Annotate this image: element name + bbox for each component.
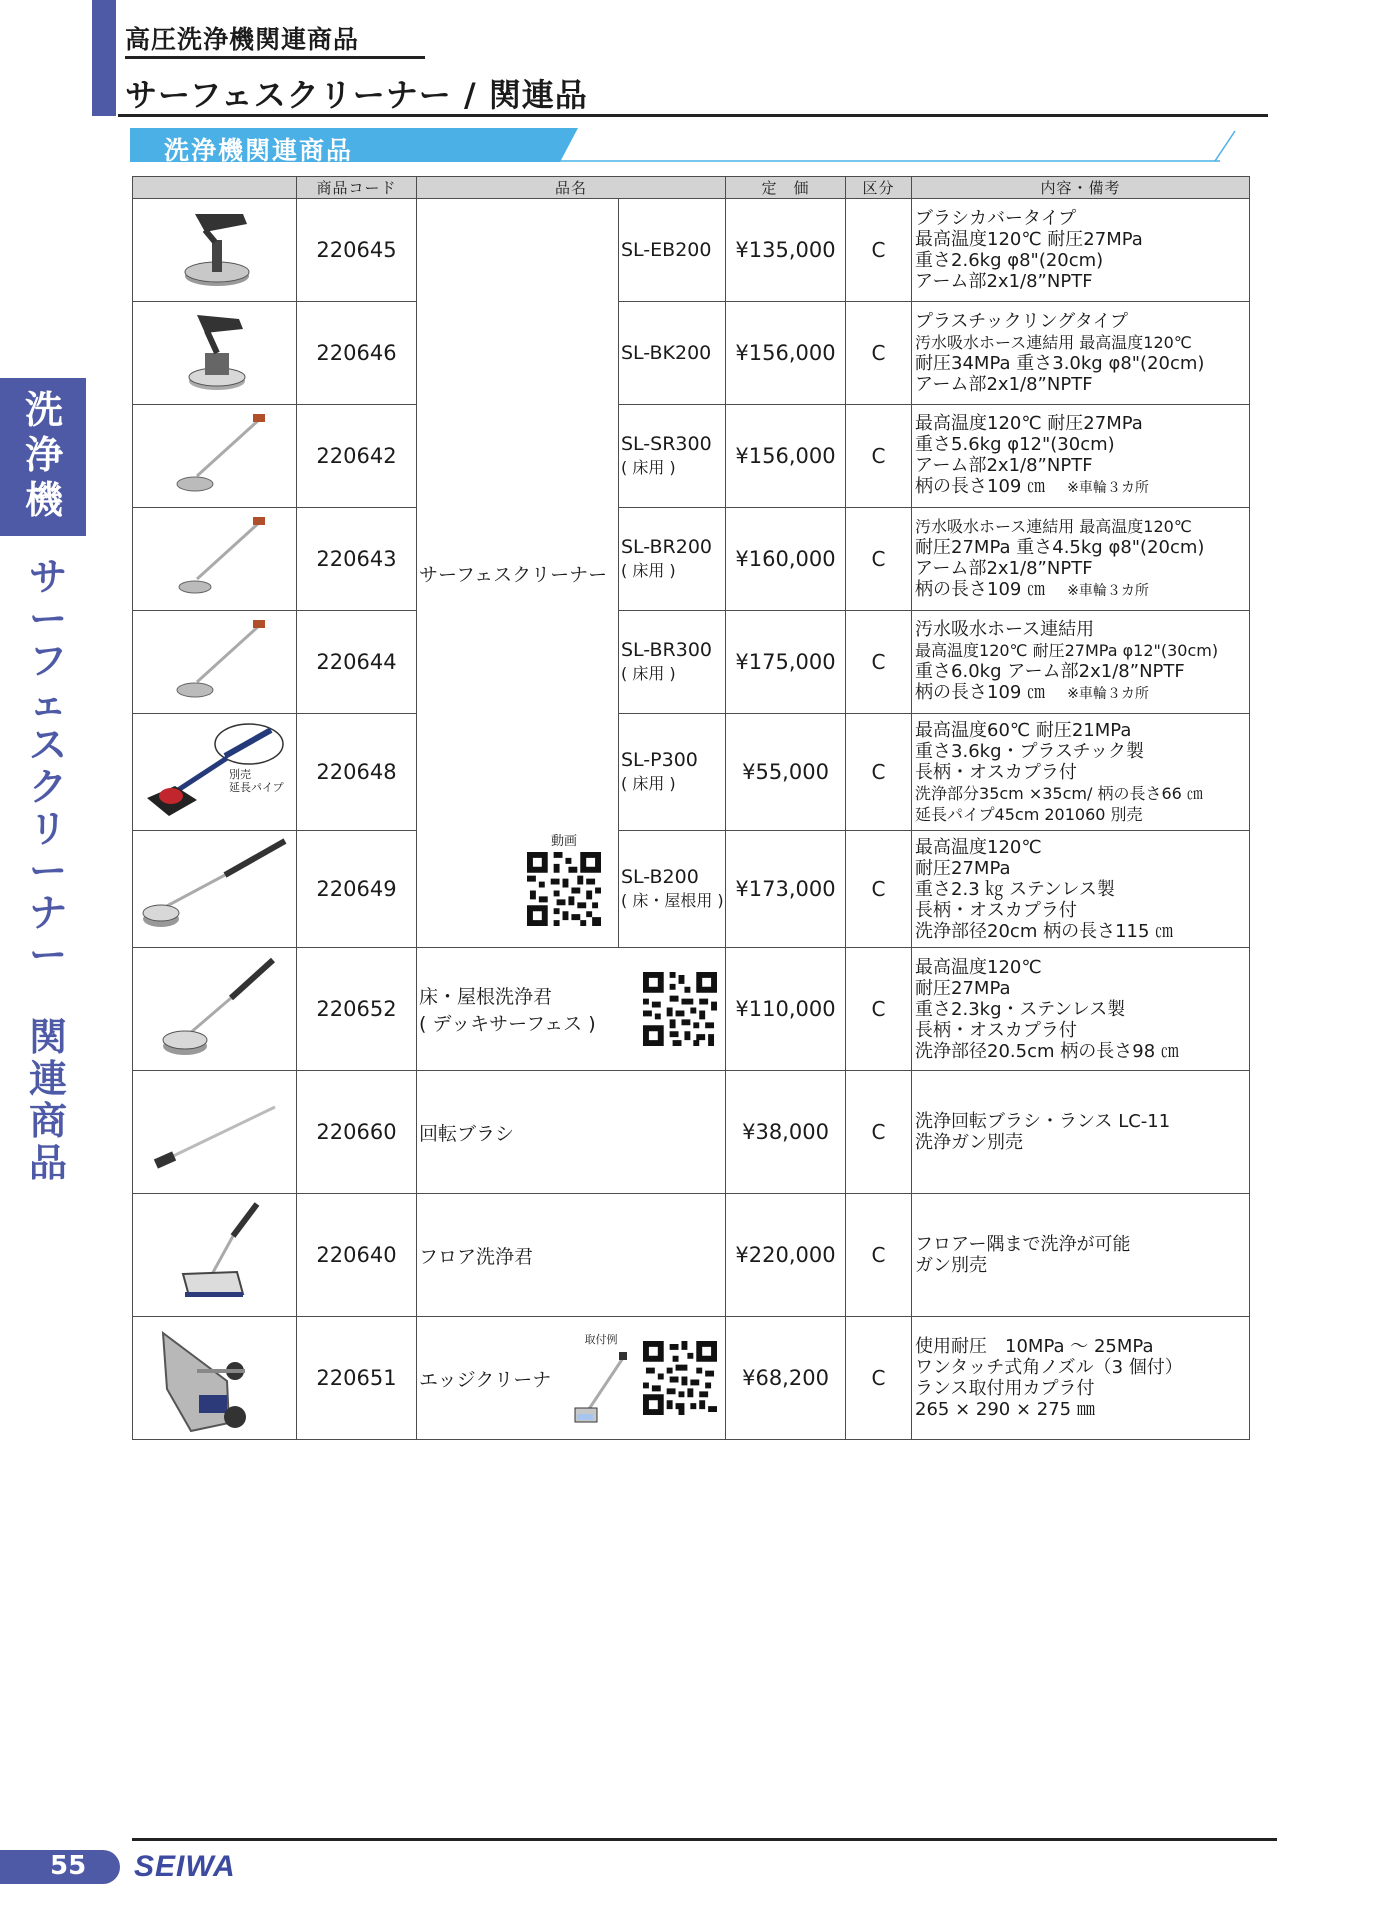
- note-line: 洗浄ガン別売: [915, 1132, 1024, 1153]
- product-price: ¥173,000: [726, 831, 846, 948]
- product-kubun: C: [846, 714, 912, 831]
- qr-code-icon[interactable]: [527, 852, 601, 926]
- table-row: [133, 508, 1250, 611]
- product-model: SL-BR300: [621, 639, 712, 661]
- product-notes: [912, 1194, 1250, 1317]
- product-kubun: C: [846, 831, 912, 948]
- product-price: ¥175,000: [726, 611, 846, 714]
- product-code: 220651: [297, 1317, 417, 1440]
- surface-cleaner-image: [165, 202, 265, 294]
- header-cell-name: 品名: [417, 177, 726, 199]
- category-underline: [125, 56, 425, 59]
- note-line: 最高温度120℃: [915, 956, 1042, 978]
- product-name-cell: [417, 948, 726, 1071]
- section-label: 洗浄機関連商品: [164, 136, 354, 165]
- table-row: [133, 831, 1250, 948]
- stainless-surface-cleaner-image: [135, 833, 295, 941]
- product-image-cell: [133, 199, 297, 302]
- product-model-cell: [619, 405, 726, 508]
- product-code: 220644: [297, 611, 417, 714]
- table-row: [133, 1194, 1250, 1317]
- product-notes: [912, 199, 1250, 302]
- product-code: 220645: [297, 199, 417, 302]
- product-name: エッジクリーナ: [419, 1368, 552, 1391]
- product-image-cell: [133, 714, 297, 831]
- video-qr-block: [527, 830, 601, 930]
- product-name-sub: ( デッキサーフェス ): [419, 1013, 596, 1035]
- note-line: 柄の長さ109 ㎝: [915, 682, 1046, 703]
- note-line: アーム部2x1/8”NPTF: [915, 374, 1093, 395]
- product-kubun: C: [846, 405, 912, 508]
- side-vertical-text-2: 関連商品: [28, 1015, 67, 1185]
- note-line: 洗浄部分35cm ×35cm/ 柄の長さ66 ㎝: [915, 783, 1203, 803]
- mount-example-caption: 取付例: [584, 1332, 618, 1346]
- header-cell-price: 定 価: [726, 177, 846, 199]
- product-kubun: C: [846, 199, 912, 302]
- product-model: SL-BR200: [621, 536, 712, 558]
- product-price: ¥156,000: [726, 405, 846, 508]
- product-model-cell: [619, 611, 726, 714]
- product-code: 220652: [297, 948, 417, 1071]
- note-line: アーム部2x1/8”NPTF: [915, 558, 1093, 579]
- header-cell-code: 商品コード: [297, 177, 417, 199]
- product-price: ¥220,000: [726, 1194, 846, 1317]
- note-line: アーム部2x1/8”NPTF: [915, 455, 1093, 476]
- product-name: 回転ブラシ: [417, 1071, 726, 1194]
- note-line: 最高温度60℃ 耐圧21MPa: [915, 719, 1132, 741]
- wand-surface-cleaner-image: [155, 511, 275, 603]
- product-table: [132, 176, 1250, 1440]
- note-line: 耐圧27MPa: [915, 977, 1011, 999]
- note-line: 最高温度120℃: [915, 836, 1042, 858]
- table-row: [133, 1317, 1250, 1440]
- product-model: SL-B200: [621, 866, 699, 888]
- image-label: 別売: [229, 768, 251, 781]
- wand-surface-cleaner-image: [155, 614, 275, 706]
- product-model: SL-P300: [621, 749, 698, 771]
- product-image-cell: [133, 1194, 297, 1317]
- product-image-cell: [133, 405, 297, 508]
- surface-cleaner-image: [165, 305, 265, 397]
- product-group-name: サーフェスクリーナー: [419, 563, 608, 586]
- product-price: ¥156,000: [726, 302, 846, 405]
- product-model-usage: ( 床・屋根用 ): [621, 891, 724, 910]
- product-code: 220660: [297, 1071, 417, 1194]
- product-model: SL-SR300: [621, 433, 712, 455]
- note-line: 265 × 290 × 275 ㎜: [915, 1399, 1095, 1420]
- mount-example-image: [569, 1350, 633, 1426]
- note-line: 洗浄回転ブラシ・ランス LC-11: [915, 1111, 1171, 1132]
- header-cell-kubun: 区分: [846, 177, 912, 199]
- note-line: 最高温度120℃ 耐圧27MPa: [915, 229, 1143, 250]
- note-line: 重さ2.3kg・ステンレス製: [915, 998, 1126, 1020]
- note-line: 重さ2.6kg φ8"(20cm): [915, 250, 1104, 271]
- brand-logo: SEIWA: [134, 1850, 236, 1883]
- mount-example: [569, 1331, 633, 1426]
- table-header-row: [133, 177, 1250, 199]
- product-image-cell: [133, 508, 297, 611]
- note-line: アーム部2x1/8”NPTF: [915, 271, 1093, 292]
- product-code: 220648: [297, 714, 417, 831]
- note-line: 汚水吸水ホース連結用 最高温度120℃: [915, 517, 1192, 536]
- table-row: [133, 948, 1250, 1071]
- product-model: SL-BK200: [619, 302, 726, 405]
- product-notes: [912, 611, 1250, 714]
- product-model-usage: ( 床用 ): [621, 561, 676, 580]
- product-notes: [912, 1071, 1250, 1194]
- note-line: ブラシカバータイプ: [915, 208, 1077, 229]
- product-code: 220640: [297, 1194, 417, 1317]
- side-tab-label: 洗浄機: [24, 388, 63, 522]
- product-image-cell: [133, 611, 297, 714]
- note-line: 柄の長さ109 ㎝: [915, 579, 1046, 600]
- image-label: 延長パイプ: [229, 781, 284, 794]
- video-qr-caption: 動画: [550, 834, 577, 849]
- product-code: 220642: [297, 405, 417, 508]
- note-line: プラスチックリングタイプ: [915, 311, 1128, 332]
- page-number: 55: [50, 1851, 87, 1881]
- qr-code-icon[interactable]: [643, 1341, 717, 1415]
- product-model: SL-EB200: [619, 199, 726, 302]
- note-line: 耐圧27MPa 重さ4.5kg φ8"(20cm): [915, 537, 1205, 558]
- product-price: ¥68,200: [726, 1317, 846, 1440]
- product-image-cell: [133, 831, 297, 948]
- floor-cleaner-image: [145, 1196, 285, 1310]
- note-line: フロアー隅まで洗浄が可能: [915, 1234, 1131, 1255]
- rotary-brush-image: [145, 1073, 285, 1187]
- product-notes: [912, 714, 1250, 831]
- product-model-cell: [619, 831, 726, 948]
- product-notes: [912, 948, 1250, 1071]
- header-accent-bar: [92, 0, 116, 116]
- product-notes: [912, 508, 1250, 611]
- table-row: [133, 199, 1250, 302]
- note-mark: ※車輪３カ所: [1067, 686, 1149, 702]
- product-code: 220649: [297, 831, 417, 948]
- note-mark: ※車輪３カ所: [1067, 480, 1149, 496]
- product-code: 220646: [297, 302, 417, 405]
- qr-code-icon[interactable]: [643, 972, 717, 1046]
- note-mark: ※車輪３カ所: [1067, 583, 1149, 599]
- note-line: 重さ3.6kg・プラスチック製: [915, 740, 1145, 762]
- product-image-cell: [133, 1071, 297, 1194]
- note-line: 長柄・オスカプラ付: [915, 1019, 1077, 1041]
- product-model-cell: [619, 508, 726, 611]
- product-notes: [912, 1317, 1250, 1440]
- note-line: 耐圧34MPa 重さ3.0kg φ8"(20cm): [915, 353, 1205, 374]
- note-line: 耐圧27MPa: [915, 857, 1011, 879]
- product-price: ¥135,000: [726, 199, 846, 302]
- footer-line: [132, 1838, 1277, 1841]
- note-line: 長柄・オスカプラ付: [915, 899, 1077, 921]
- table-row: [133, 405, 1250, 508]
- product-image-cell: [133, 302, 297, 405]
- product-kubun: C: [846, 948, 912, 1071]
- product-model-usage: ( 床用 ): [621, 458, 676, 477]
- note-line: ランス取付用カプラ付: [915, 1378, 1095, 1399]
- note-line: 使用耐圧 10MPa ～ 25MPa: [915, 1336, 1154, 1357]
- note-line: 汚水吸水ホース連結用: [915, 619, 1095, 640]
- title-underline: [118, 114, 1268, 117]
- note-line: 重さ6.0kg アーム部2x1/8”NPTF: [915, 661, 1185, 682]
- note-line: 洗浄部径20cm 柄の長さ115 ㎝: [915, 920, 1174, 942]
- note-line: 重さ5.6kg φ12"(30cm): [915, 434, 1115, 455]
- page-title: サーフェスクリーナー / 関連品: [125, 76, 588, 114]
- note-line: ワンタッチ式角ノズル（3 個付）: [915, 1357, 1183, 1378]
- note-line: 重さ2.3 ㎏ ステンレス製: [915, 878, 1115, 900]
- note-line: 最高温度120℃ 耐圧27MPa: [915, 413, 1143, 434]
- table-row: [133, 1071, 1250, 1194]
- product-notes: [912, 302, 1250, 405]
- note-line: 汚水吸水ホース連結用 最高温度120℃: [915, 333, 1192, 352]
- product-price: ¥110,000: [726, 948, 846, 1071]
- note-line: ガン別売: [915, 1255, 988, 1276]
- product-price: ¥55,000: [726, 714, 846, 831]
- side-tab: [0, 378, 86, 536]
- product-kubun: C: [846, 1194, 912, 1317]
- product-notes: [912, 831, 1250, 948]
- product-kubun: C: [846, 611, 912, 714]
- product-kubun: C: [846, 1317, 912, 1440]
- note-line: 長柄・オスカプラ付: [915, 761, 1077, 783]
- edge-cleaner-image: [145, 1319, 285, 1433]
- deck-surface-cleaner-image: [145, 950, 285, 1064]
- category-title: 高圧洗浄機関連商品: [125, 25, 360, 54]
- table-row: [133, 714, 1250, 831]
- wand-surface-cleaner-image: [155, 408, 275, 500]
- product-code: 220643: [297, 508, 417, 611]
- side-vertical-text: [26, 556, 70, 1184]
- product-price: ¥160,000: [726, 508, 846, 611]
- product-model-usage: ( 床用 ): [621, 774, 676, 793]
- table-row: [133, 302, 1250, 405]
- product-model-cell: [619, 714, 726, 831]
- product-price: ¥38,000: [726, 1071, 846, 1194]
- section-banner: [130, 128, 1270, 165]
- header-cell-image: [133, 177, 297, 199]
- product-image-cell: [133, 1317, 297, 1440]
- product-name-cell: [417, 1317, 726, 1440]
- product-image-cell: [133, 948, 297, 1071]
- note-line: 延長パイプ45cm 201060 別売: [915, 804, 1143, 824]
- note-line: 洗浄部径20.5cm 柄の長さ98 ㎝: [915, 1040, 1179, 1062]
- note-line: 最高温度120℃ 耐圧27MPa φ12"(30cm): [915, 641, 1219, 660]
- product-name: 床・屋根洗浄君: [419, 986, 553, 1008]
- table-row: [133, 611, 1250, 714]
- product-kubun: C: [846, 508, 912, 611]
- product-kubun: C: [846, 1071, 912, 1194]
- side-vertical-text-1: サーフェスクリーナー: [28, 555, 67, 977]
- product-model-usage: ( 床用 ): [621, 664, 676, 683]
- header-cell-notes: 内容・備考: [912, 177, 1250, 199]
- product-notes: [912, 405, 1250, 508]
- note-line: 柄の長さ109 ㎝: [915, 476, 1046, 497]
- product-kubun: C: [846, 302, 912, 405]
- product-name: フロア洗浄君: [417, 1194, 726, 1317]
